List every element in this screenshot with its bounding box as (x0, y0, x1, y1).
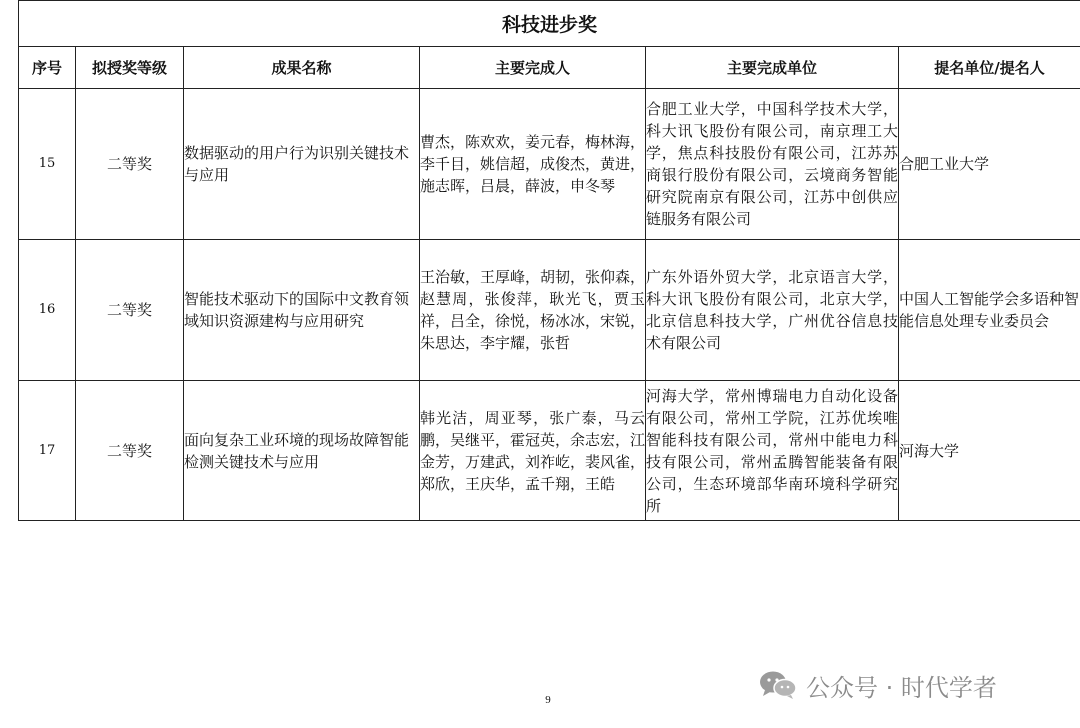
page-number: 9 (545, 694, 551, 706)
project-name: 面向复杂工业环境的现场故障智能检测关键技术与应用 (184, 381, 420, 521)
nominator: 河海大学 (899, 381, 1080, 521)
table-row (19, 89, 1080, 240)
main-contributors: 王治敏，王厚峰，胡韧，张仰森，赵慧周，张俊萍，耿光飞，贾玉祥，吕全，徐悦，杨冰冰，宋锐，朱思达，李宇耀，张哲 (420, 240, 646, 381)
watermark (758, 666, 997, 704)
table-row (19, 240, 1080, 381)
nominator: 中国人工智能学会多语种智能信息处理专业委员会 (899, 240, 1080, 381)
watermark-text: 公众号 · 时代学者 (806, 673, 997, 702)
header-row (19, 47, 1080, 89)
award-level: 二等奖 (76, 381, 184, 521)
row-number: 15 (19, 89, 76, 240)
col-header-units: 主要完成单位 (646, 47, 899, 89)
col-header-people: 主要完成人 (420, 47, 646, 89)
col-header-name: 成果名称 (184, 47, 420, 89)
award-table (18, 0, 1080, 521)
col-header-no: 序号 (19, 47, 76, 89)
wechat-icon (758, 669, 798, 701)
main-units: 合肥工业大学，中国科学技术大学，科大讯飞股份有限公司，南京理工大学，焦点科技股份有限公司，江苏苏商银行股份有限公司，云境商务智能研究院南京有限公司，江苏中创供应链服务有限公司 (646, 89, 899, 240)
project-name: 智能技术驱动下的国际中文教育领域知识资源建构与应用研究 (184, 240, 420, 381)
col-header-nominator: 提名单位/提名人 (899, 47, 1080, 89)
col-header-level: 拟授奖等级 (76, 47, 184, 89)
table-title: 科技进步奖 (19, 1, 1080, 47)
main-units: 河海大学，常州博瑞电力自动化设备有限公司，常州工学院，江苏优埃唯智能科技有限公司，常州中能电力科技有限公司，常州孟腾智能装备有限公司，生态环境部华南环境科学研究所 (646, 381, 899, 521)
row-number: 17 (19, 381, 76, 521)
nominator: 合肥工业大学 (899, 89, 1080, 240)
main-contributors: 韩光洁，周亚琴，张广泰，马云鹏，吴继平，霍冠英，余志宏，江金芳，万建武，刘祚屹，裴风雀，郑欣，王庆华，孟千翔，王皓 (420, 381, 646, 521)
project-name: 数据驱动的用户行为识别关键技术与应用 (184, 89, 420, 240)
award-level: 二等奖 (76, 89, 184, 240)
award-level: 二等奖 (76, 240, 184, 381)
row-number: 16 (19, 240, 76, 381)
main-contributors: 曹杰，陈欢欢，姜元春，梅林海，李千目，姚信超，成俊杰，黄进，施志晖，吕晨，薛波，申冬琴 (420, 89, 646, 240)
main-units: 广东外语外贸大学，北京语言大学，科大讯飞股份有限公司，北京大学，北京信息科技大学，广州优谷信息技术有限公司 (646, 240, 899, 381)
table-row (19, 381, 1080, 521)
